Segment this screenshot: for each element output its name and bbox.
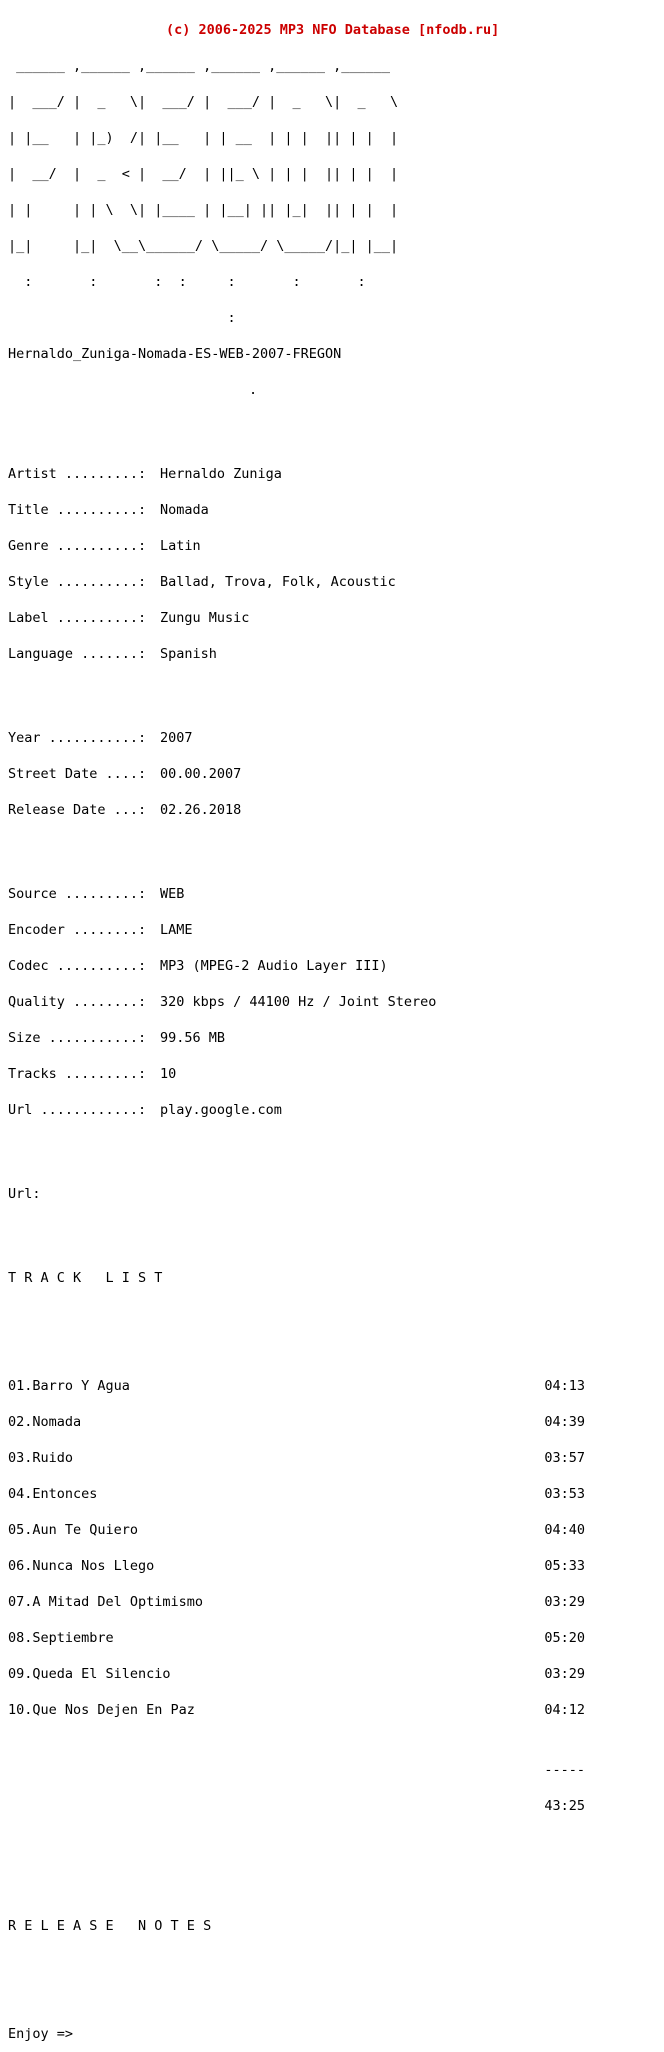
tech-row-codec: Codec ..........: MP3 (MPEG-2 Audio Layer III) (8, 958, 388, 974)
logo-line: | __/ | _ < | __/ | ||_ \ | | | || | | | (8, 166, 399, 182)
release-notes-text: Enjoy => (8, 2026, 74, 2042)
total-duration: 43:25 (544, 1798, 585, 1814)
logo-line: ______ ,______ ,______ ,______ ,______ ,______ (8, 58, 391, 74)
release-notes-heading: R E L E A S E N O T E S (8, 1918, 212, 1934)
tech-row-quality: Quality ........: 320 kbps / 44100 Hz / Joint Stereo (8, 994, 437, 1010)
track-row: 08.Septiembre 05:20 (8, 1630, 585, 1646)
date-row-year: Year ...........: 2007 (8, 730, 193, 746)
date-row-release: Release Date ...: 02.26.2018 (8, 802, 242, 818)
logo-line: | ___/ | _ \| ___/ | ___/ | _ \| _ \ (8, 94, 399, 110)
track-list (8, 1356, 585, 1740)
tracklist-heading: T R A C K L I S T (8, 1270, 163, 1286)
info-row-language: Language .......: Spanish (8, 646, 217, 662)
nfo-document (8, 0, 585, 2052)
track-row: 07.A Mitad Del Optimismo 03:29 (8, 1594, 585, 1610)
logo-dot: . (249, 382, 258, 398)
tech-row-source: Source .........: WEB (8, 886, 185, 902)
tech-row-encoder: Encoder ........: LAME (8, 922, 193, 938)
nfodb-banner[interactable]: (c) 2006-2025 MP3 NFO Database [nfodb.ru] (166, 22, 500, 38)
track-row: 10.Que Nos Dejen En Paz 04:12 (8, 1702, 585, 1718)
tech-row-size: Size ...........: 99.56 MB (8, 1030, 226, 1046)
info-row-genre: Genre ..........: Latin (8, 538, 201, 554)
tech-row-tracks: Tracks .........: 10 (8, 1066, 177, 1082)
url-line: Url: (8, 1186, 41, 1202)
total-separator: ----- (544, 1762, 585, 1778)
logo-line: | |__ | |_) /| |__ | | __ | | | || | | | (8, 130, 399, 146)
tech-row-url: Url ............: play.google.com (8, 1102, 282, 1118)
track-row: 05.Aun Te Quiero 04:40 (8, 1522, 585, 1538)
info-row-label: Label ..........: Zungu Music (8, 610, 250, 626)
track-row: 06.Nunca Nos Llego 05:33 (8, 1558, 585, 1574)
info-row-title: Title ..........: Nomada (8, 502, 209, 518)
release-name: Hernaldo_Zuniga-Nomada-ES-WEB-2007-FREGON (8, 346, 342, 362)
logo-line: : : : : : : : (8, 274, 366, 290)
date-row-street: Street Date ....: 00.00.2007 (8, 766, 242, 782)
track-row: 01.Barro Y Agua 04:13 (8, 1378, 585, 1394)
logo-line: | | | | \ \| |____ | |__| || |_| || | | | (8, 202, 399, 218)
info-row-style: Style ..........: Ballad, Trova, Folk, Acoustic (8, 574, 396, 590)
track-row: 04.Entonces 03:53 (8, 1486, 585, 1502)
logo-line: : (8, 310, 236, 326)
track-row: 09.Queda El Silencio 03:29 (8, 1666, 585, 1682)
logo-line: |_| |_| \__\______/ \_____/ \_____/|_| |__| (8, 238, 399, 254)
track-row: 03.Ruido 03:57 (8, 1450, 585, 1466)
track-row: 02.Nomada 04:39 (8, 1414, 585, 1430)
info-row-artist: Artist .........: Hernaldo Zuniga (8, 466, 282, 482)
